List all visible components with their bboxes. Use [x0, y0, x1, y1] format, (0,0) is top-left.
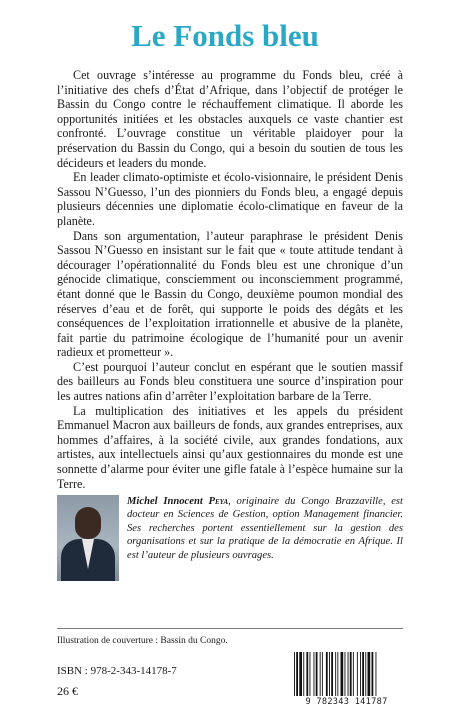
cover-illustration-credit: Illustration de couverture : Bassin du Congo.	[57, 636, 228, 646]
author-section	[57, 495, 403, 585]
author-surname: Peya	[208, 496, 229, 507]
author-first-names: Michel Innocent	[127, 496, 203, 507]
summary-paragraph: La multiplication des initiatives et les appels du président Emmanuel Macron aux bailleurs de fonds, aux grandes entreprises, aux hommes d’affaires, à la société civile, aux grandes fondations, aux artistes, aux intellectuels ainsi qu’aux gestionnaires du monde est une sonnette d’alarme pour éviter une gifle fatale à l’espèce humaine sur la Terre.	[57, 403, 403, 491]
summary-paragraph: C’est pourquoi l’auteur conclut en espérant que le soutien massif des bailleurs au Fonds bleu constituera une source d’inspiration pour les autres nations afin d’arrêter l’exploitation barbare de la Terre.	[57, 359, 403, 404]
barcode-digits: 9 782343 141787	[305, 697, 388, 707]
summary-paragraph: En leader climato-optimiste et écolo-visionnaire, le président Denis Sassou N’Guesso, l’un des pionniers du Fonds bleu, a engagé depuis plusieurs décennies une diplomatie écolo-climatique en faveur de la planète.	[57, 170, 403, 228]
summary-paragraph: Dans son argumentation, l’auteur paraphrase le président Denis Sassou N’Guesso en insistant sur le fait que « toute attitude tendant à décourager l’opérationnalité du Fonds bleu est une chronique d’un génocide climatique, consciemment ou inconsciemment programmé, étant donné que le Bassin du Congo, deuxième poumon mondial des réserves d’eau et de forêt, qui supporte le poids des dégâts et les conséquences de l’exploitation irrationnelle et abusive de la planète, fait partie du patrimoine écologique de l’humanité pour un avenir radieux et prometteur ».	[57, 228, 403, 360]
author-name	[127, 496, 228, 507]
isbn: ISBN : 978-2-343-14178-7	[57, 665, 177, 677]
footer-divider	[57, 628, 403, 629]
summary-paragraph: Cet ouvrage s’intéresse au programme du Fonds bleu, créé à l’initiative des chefs d’État d’Afrique, dans l’objectif de protéger le Bassin du Congo contre le réchauffement climatique. Il aborde les opportunités initiées et les obstacles auxquels ce vaste chantier est confronté. L’ouvrage constitue un véritable plaidoyer pour la préservation du Bassin du Congo, qui a besoin du soutien de tous les décideurs et leaders du monde.	[57, 68, 403, 170]
back-cover-summary	[57, 68, 403, 491]
author-photo	[57, 495, 119, 581]
author-bio	[127, 495, 403, 562]
price: 26 €	[57, 684, 78, 698]
book-title: Le Fonds bleu	[131, 18, 319, 53]
author-bio-text: , originaire du Congo Brazzaville, est docteur en Sciences de Gestion, option Management financier. Ses recherches portent essentiellement sur la gestion des organisations et sur la pratique de la démocratie en Afrique. Il est l’auteur de plusieurs ouvrages.	[127, 496, 403, 561]
